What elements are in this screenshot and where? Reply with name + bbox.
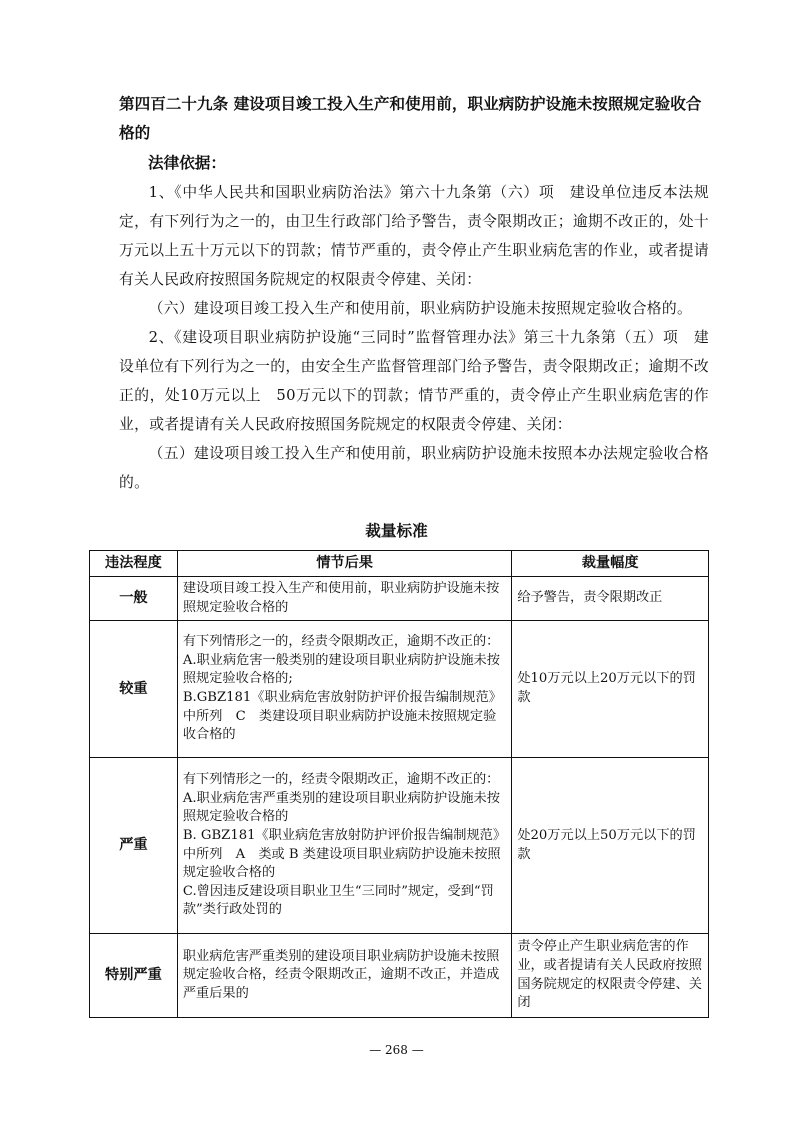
circumstance-line: B. GBZ181《职业病危害放射防护评价报告编制规范》中所列 A 类或 B 类建设项目职业病防护设施未按照规定验收合格的	[182, 827, 507, 881]
circumstance-line: 有下列情形之一的，经责令限期改正，逾期不改正的：	[182, 634, 500, 650]
header-level: 违法程度	[90, 551, 178, 577]
basis-item-5: （五）建设项目竣工投入生产和使用前，职业病防护设施未按照本办法规定验收合格的。	[119, 445, 709, 491]
penalty-cell: 处10万元以上20万元以下的罚款	[512, 621, 709, 758]
circumstance-line: B.GBZ181《职业病危害放射防护评价报告编制规范》中所列 C 类建设项目职业病防护设施未按照规定验收合格的	[182, 690, 502, 743]
circumstance-line: A.职业病危害一般类别的建设项目职业病防护设施未按照规定验收合格的;	[182, 652, 500, 687]
circumstances-cell	[177, 621, 511, 758]
page-number: — 268 —	[369, 1043, 424, 1057]
circumstances-cell	[177, 577, 511, 621]
table-row	[90, 758, 709, 934]
circumstances-cell	[177, 758, 511, 934]
table-row	[90, 934, 709, 1018]
circumstance-line: A.职业病危害严重类别的建设项目职业病防护设施未按照规定验收合格的	[182, 790, 500, 825]
circumstance-line: 职业病危害严重类别的建设项目职业病防护设施未按照规定验收合格，经责令限期改正，逾期不改正，并造成严重后果的	[182, 948, 500, 1001]
level-cell: 一般	[90, 577, 178, 621]
basis-paragraph-1: 1、《中华人民共和国职业病防治法》第六十九条第（六）项 建设单位违反本法规定，有下列行为之一的，由卫生行政部门给予警告，责令限期改正；逾期不改正的，处十万元以上五十万元以下的罚款；情节严重的，责令停止产生职业病危害的作业，或者提请有关人民政府按照国务院规定的权限责令停建、关闭：	[119, 184, 709, 288]
header-circumstances: 情节后果	[177, 551, 511, 577]
level-cell: 特别严重	[90, 934, 178, 1018]
header-penalty: 裁量幅度	[512, 551, 709, 577]
penalty-cell: 责令停止产生职业病危害的作业，或者提请有关人民政府按照国务院规定的权限责令停建、关闭	[512, 934, 709, 1018]
standard-title: 裁量标准	[365, 522, 428, 540]
basis-paragraph-2: 2、《建设项目职业病防护设施“三同时”监督管理办法》第三十九条第（五）项 建设单位有下列行为之一的，由安全生产监督管理部门给予警告，责令限期改正；逾期不改正的，处10万元以上 50万元以下的罚款；情节严重的，责令停止产生职业病危害的作业，或者提请有关人民政府按照国务院规定的权限责令停建、关闭：	[119, 329, 709, 433]
circumstance-line: 有下列情形之一的，经责令限期改正，逾期不改正的：	[182, 772, 500, 788]
level-cell: 严重	[90, 758, 178, 934]
table-header-row	[90, 551, 709, 577]
penalty-cell: 处20万元以上50万元以下的罚款	[512, 758, 709, 934]
table-row	[90, 577, 709, 621]
discretion-standard-table	[89, 550, 709, 1018]
circumstance-line: C.曾因违反建设项目职业卫生“三同时”规定，受到“罚款”类行政处罚的	[182, 883, 494, 918]
table-row	[90, 621, 709, 758]
circumstance-line: 建设项目竣工投入生产和使用前，职业病防护设施未按照规定验收合格的	[182, 580, 500, 615]
article-title: 第四百二十九条 建设项目竣工投入生产和使用前，职业病防护设施未按照规定验收合格的	[119, 95, 702, 142]
penalty-cell: 给予警告，责令限期改正	[512, 577, 709, 621]
level-cell: 较重	[90, 621, 178, 758]
legal-basis-heading: 法律依据：	[148, 154, 226, 172]
basis-item-6: （六）建设项目竣工投入生产和使用前，职业病防护设施未按照规定验收合格的。	[148, 300, 693, 317]
circumstances-cell	[177, 934, 511, 1018]
